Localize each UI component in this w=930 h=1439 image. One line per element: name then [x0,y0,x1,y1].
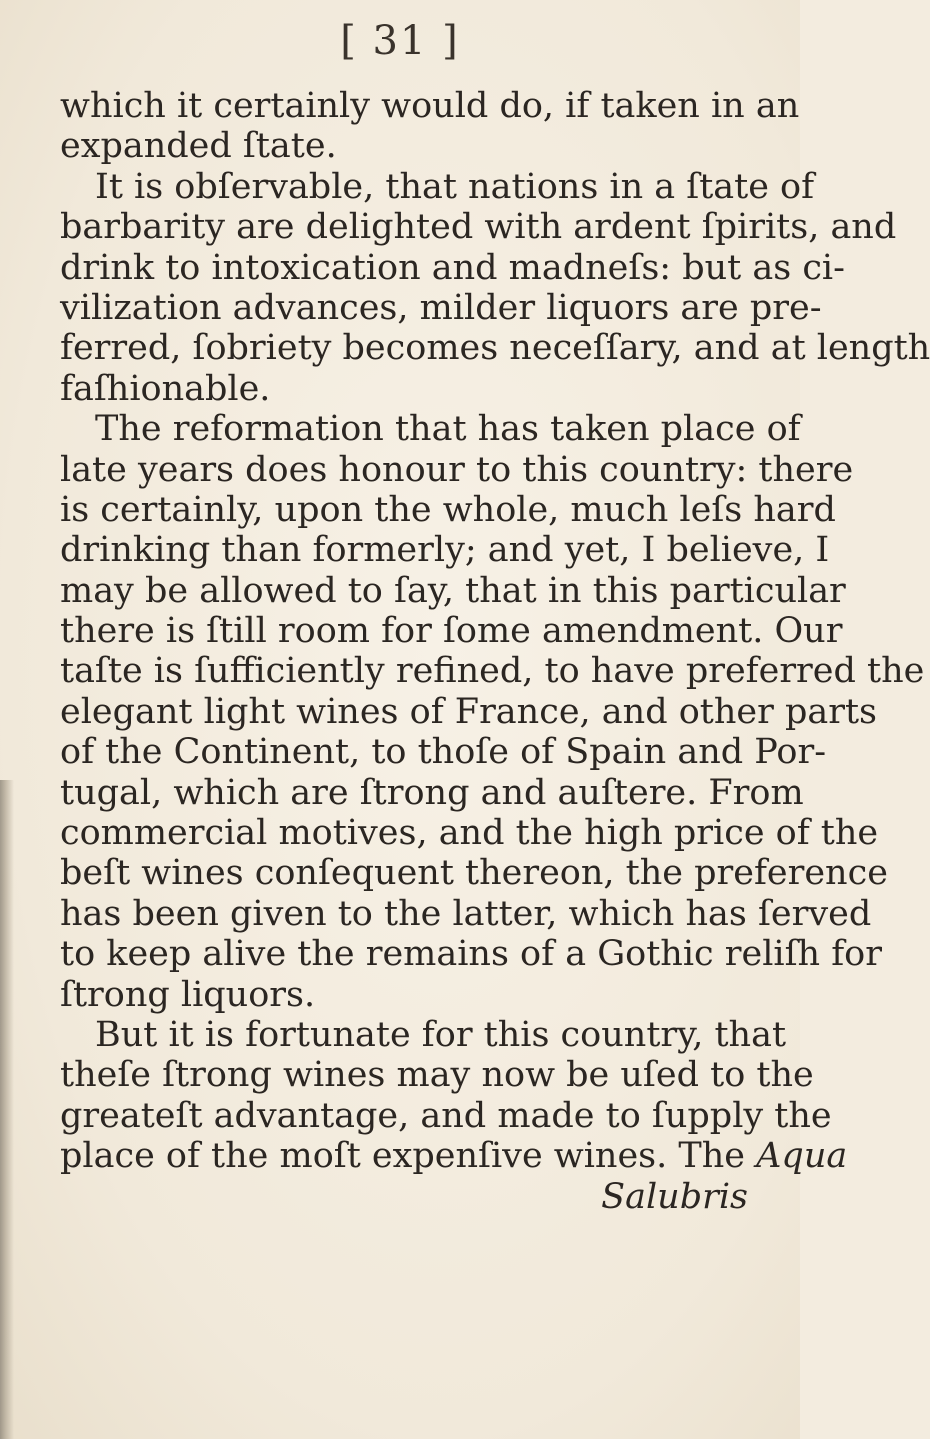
text-line: late years does honour to this country: there [60,449,854,490]
text-line: tugal, which are ſtrong and auſtere. From [60,772,804,813]
page-number: [ 31 ] [340,18,460,64]
text-line: ſtrong liquors. [60,974,316,1015]
text-line: vilization advances, milder liquors are pre- [60,287,822,328]
paragraph-start: But it is fortunate for this country, that [95,1014,787,1055]
catchword: Salubris [601,1176,748,1217]
text-line: beſt wines conſequent thereon, the preference [60,853,888,894]
text-line: place of the moſt expenſive wines. The [60,1136,745,1177]
text-line: greateſt advantage, and made to ſupply the [60,1095,832,1136]
text-line: drink to intoxication and madneſs: but as ci- [60,247,845,288]
text-line: commercial motives, and the high price of the [60,813,879,854]
italic-word: Aqua [756,1136,848,1177]
text-line: there is ſtill room for ſome amendment. Our [60,611,843,652]
text-line: theſe ſtrong wines may now be uſed to the [60,1055,814,1096]
text-line: faſhionable. [60,368,271,409]
text-line: barbarity are delighted with ardent ſpirits, and [60,207,897,248]
text-line-with-italic [60,1136,848,1177]
text-line: to keep alive the remains of a Gothic reliſh for [60,934,882,975]
text-line: of the Continent, to thoſe of Spain and Por- [60,732,827,773]
text-line: may be allowed to ſay, that in this particular [60,570,846,611]
text-line: elegant light wines of France, and other parts [60,691,877,732]
text-line: ferred, ſobriety becomes neceſſary, and at length [60,328,930,369]
text-line: taſte is ſufficiently refined, to have preferred the [60,651,925,692]
text-line: expanded ſtate. [60,126,337,167]
text-line: has been given to the latter, which has ſerved [60,893,872,934]
page-edge-shadow [0,780,14,1439]
paragraph-start: The reformation that has taken place of [95,409,801,450]
text-line: which it certainly would do, if taken in an [60,86,800,126]
text-line: is certainly, upon the whole, much leſs hard [60,489,836,530]
body-text [60,86,930,1217]
text-line: drinking than formerly; and yet, I believe, I [60,530,830,571]
paragraph-start: It is obſervable, that nations in a ſtate of [95,166,815,207]
